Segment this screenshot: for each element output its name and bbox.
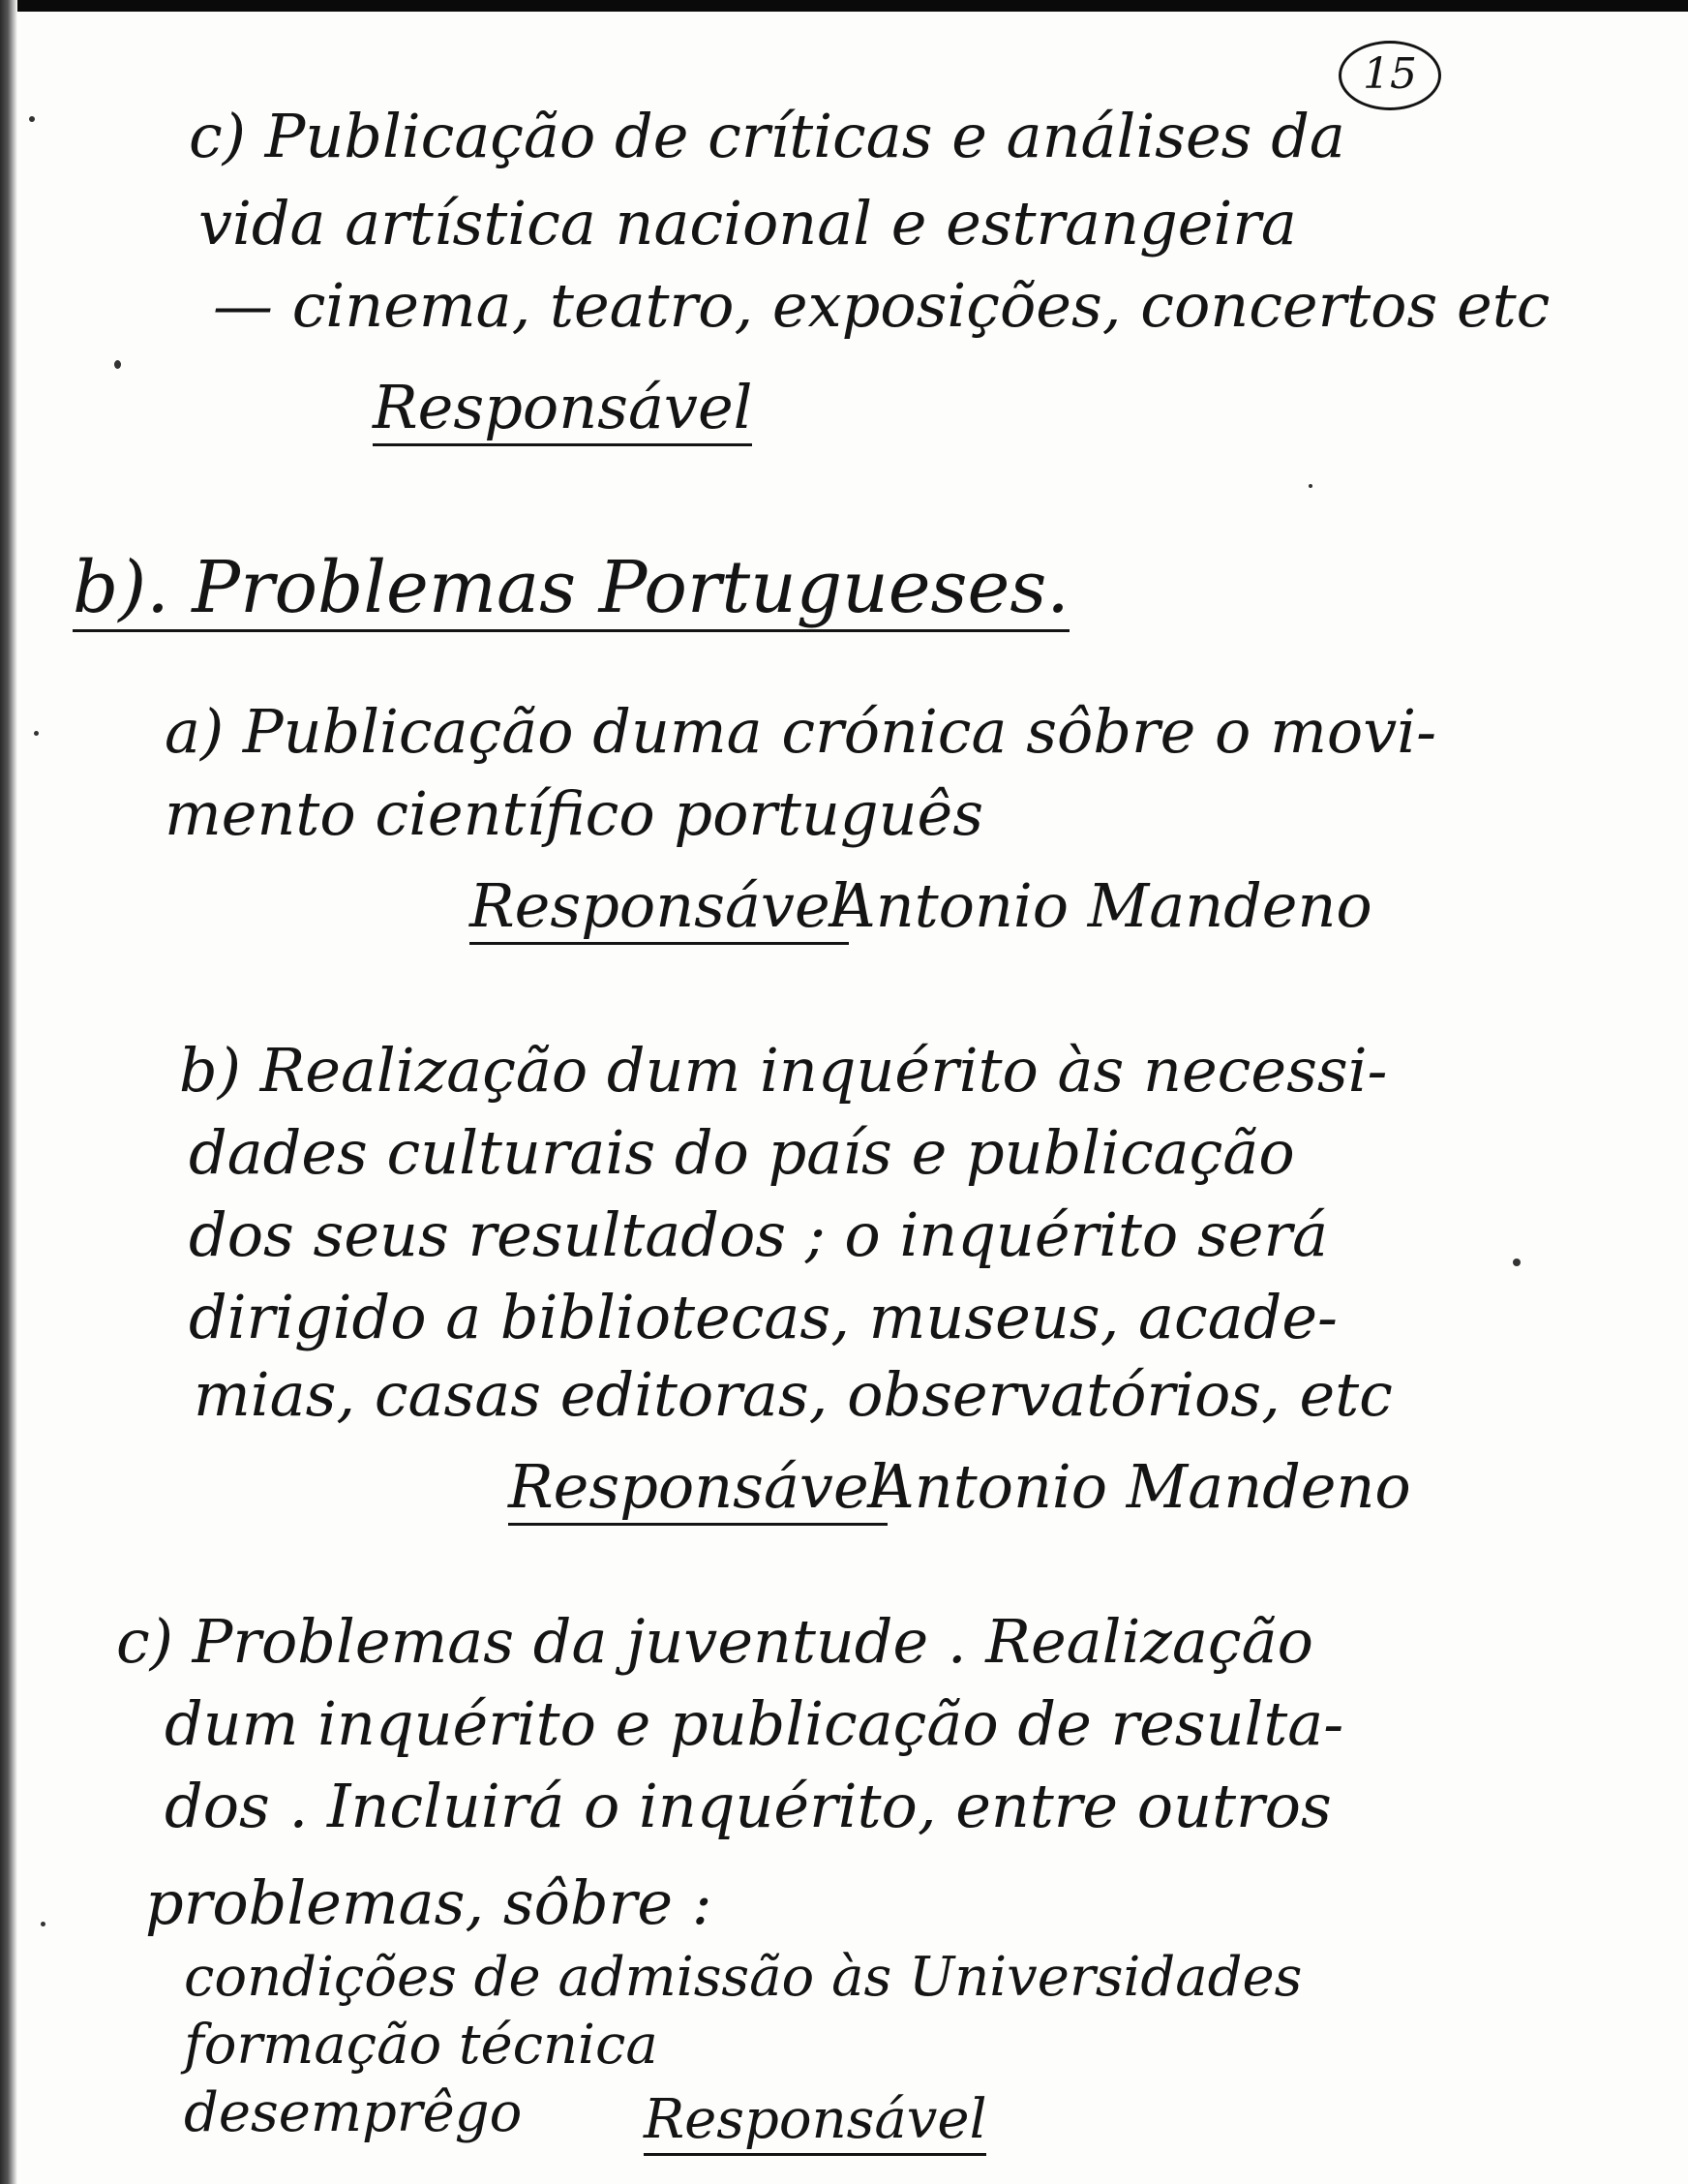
list-item: formação técnica [184,2014,658,2077]
text-line: dos seus resultados ; o inquérito será [189,1199,1329,1270]
scan-speck [29,116,35,122]
text-line: c) Problemas da juventude . Realização [116,1606,1313,1677]
text-line: c) Publicação de críticas e análises da [189,101,1345,171]
text-line: — cinema, teatro, exposições, concertos etc [213,270,1551,341]
text-line: dades culturais do país e publicação [189,1117,1295,1188]
responsible-label: Responsável [469,876,849,945]
text-line: vida artística nacional e estrangeira [198,188,1297,258]
section-heading: b). Problemas Portugueses. [73,552,1070,632]
list-item: condições de admissão às Universidades [184,1946,1303,2009]
scan-speck [34,731,39,736]
responsible-label: Responsável [373,378,752,446]
text-line: dos . Incluirá o inquérito, entre outros [165,1771,1332,1841]
text-line: a) Publicação duma crónica sôbre o movi- [165,696,1437,767]
responsible-label: Responsável [508,1457,888,1526]
list-item: desemprêgo [184,2081,523,2144]
text-line: problemas, sôbre : [145,1867,712,1938]
text-line: mento científico português [165,778,984,849]
scan-speck [41,1922,45,1926]
text-line: b) Realização dum inquérito às necessi- [179,1035,1388,1106]
responsible-label: Responsável [644,2093,986,2156]
page-number: 15 [1339,41,1441,110]
scan-border-left [0,0,17,2184]
responsible-name: Antonio Mandeno [871,1451,1411,1522]
text-line: mias, casas editoras, observatórios, etc [194,1359,1393,1430]
scan-speck [1309,484,1312,488]
scan-border-top [0,0,1688,12]
responsible-name: Antonio Mandeno [832,870,1372,941]
text-line: dum inquérito e publicação de resulta- [165,1688,1344,1759]
scan-speck [1513,1259,1521,1266]
text-line: dirigido a bibliotecas, museus, acade- [189,1282,1338,1352]
scan-speck [114,360,121,369]
